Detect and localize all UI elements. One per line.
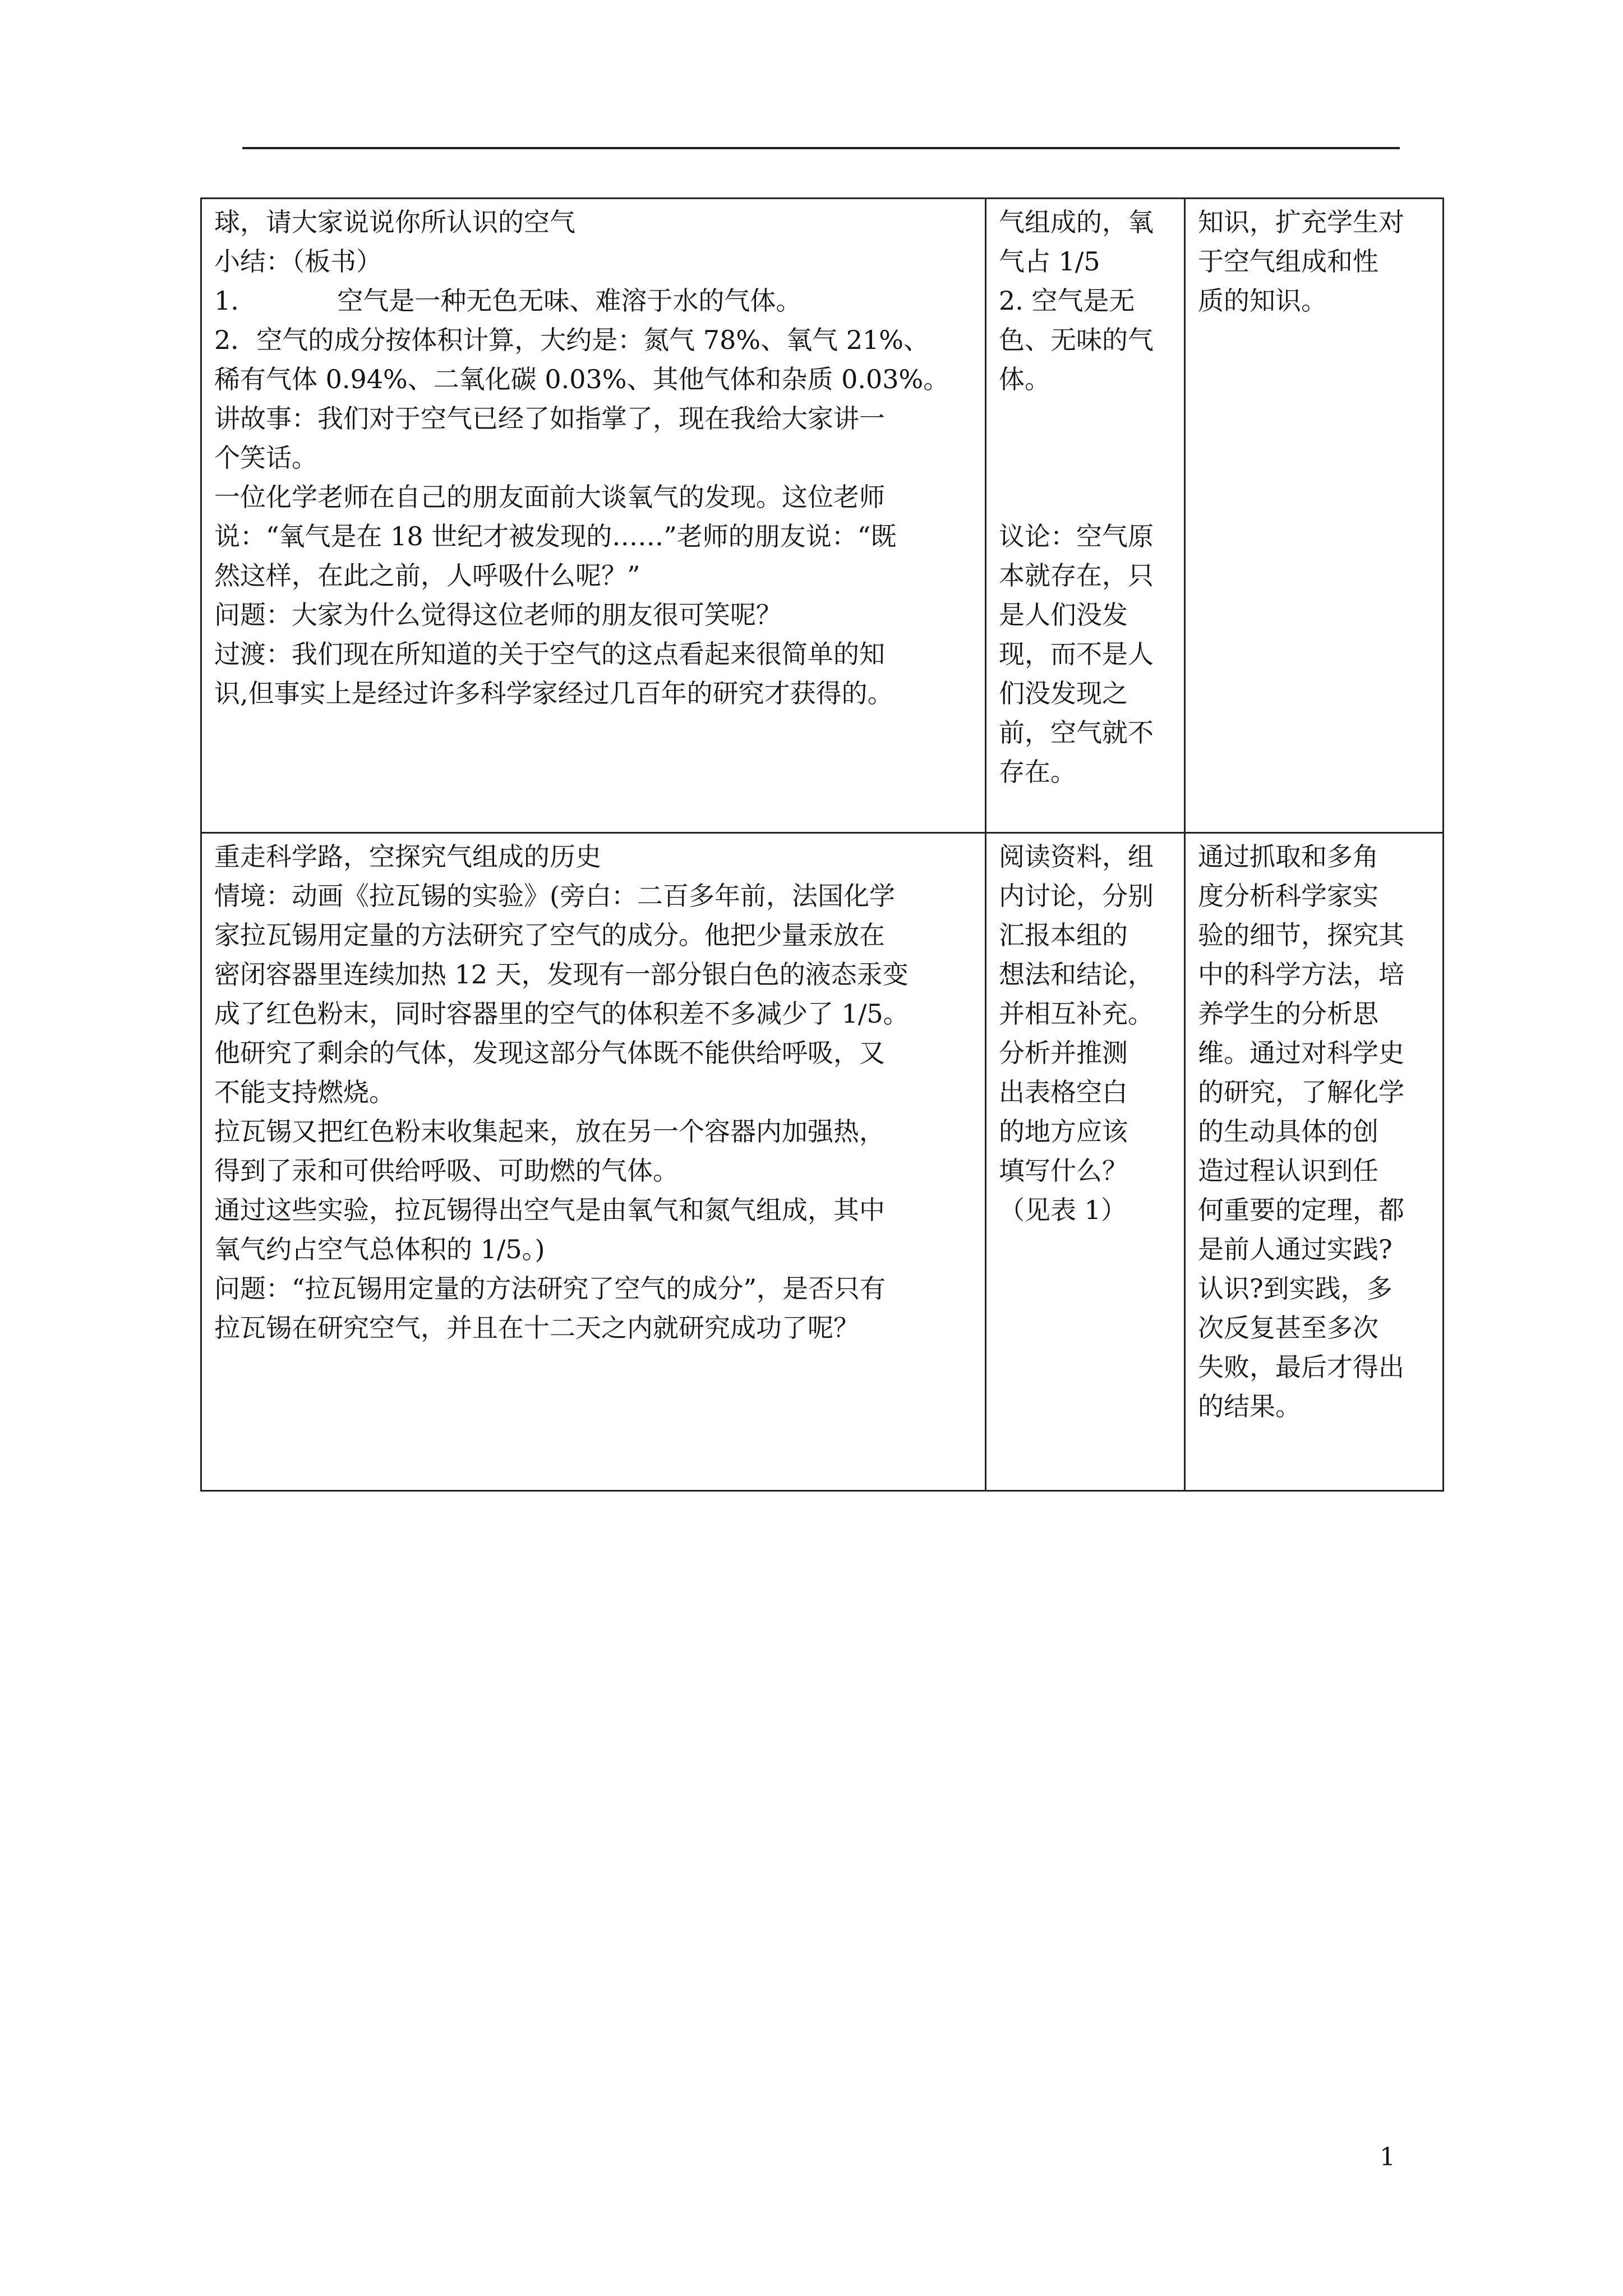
text-line: 度分析科学家实 [1198, 881, 1378, 911]
text-line: 汇报本组的 [999, 920, 1128, 950]
text-line: 成了红色粉末，同时容器里的空气的体积差不多减少了 1/5。 [214, 999, 909, 1029]
text-line: 的研究，了解化学 [1198, 1077, 1404, 1107]
text-line: 分析并推测 [999, 1038, 1128, 1068]
text-line: 次反复甚至多次 [1198, 1313, 1378, 1343]
text-line: 气占 1/5 [999, 246, 1100, 277]
text-line: 密闭容器里连续加热 12 天，发现有一部分银白色的液态汞变 [214, 959, 909, 990]
lesson-plan-table [200, 197, 1444, 1492]
text-line: 认识?到实践，多 [1198, 1273, 1393, 1304]
text-line: 们没发现之 [999, 678, 1128, 708]
text-line: 中的科学方法，培 [1198, 959, 1404, 990]
text-line: 造过程认识到任 [1198, 1156, 1378, 1186]
text-line: 并相互补充。 [999, 999, 1154, 1029]
text-line: 存在。 [999, 757, 1076, 787]
page-number: 1 [1380, 2143, 1395, 2171]
text-line: 问题：“拉瓦锡用定量的方法研究了空气的成分”，是否只有 [214, 1273, 886, 1304]
text-line: 个笑话。 [214, 443, 317, 473]
text-line: 识,但事实上是经过许多科学家经过几百年的研究才获得的。 [214, 678, 893, 708]
text-line: 于空气组成和性 [1198, 246, 1378, 277]
text-line: 通过这些实验，拉瓦锡得出空气是由氧气和氮气组成，其中 [214, 1195, 885, 1225]
text-line: 的地方应该 [999, 1116, 1128, 1147]
text-line: 是人们没发 [999, 600, 1128, 630]
text-line: 填写什么？ [999, 1156, 1128, 1186]
design-intent-cell [1185, 833, 1444, 1491]
text-line: 稀有气体 0.94%、二氧化碳 0.03%、其他气体和杂质 0.03%。 [214, 364, 949, 394]
text-line: 重走科学路，空探究气组成的历史 [214, 841, 601, 872]
design-intent-cell [1185, 199, 1444, 833]
text-line: 的结果。 [1198, 1391, 1301, 1421]
text-line: 体。 [999, 364, 1050, 394]
student-activity-cell [986, 833, 1185, 1491]
text-line: 质的知识。 [1198, 286, 1327, 316]
text-line: 养学生的分析思 [1198, 999, 1378, 1029]
text-line: 知识，扩充学生对 [1198, 207, 1404, 237]
text-line: 一位化学老师在自己的朋友面前大谈氧气的发现。这位老师 [214, 482, 885, 512]
text-line: 是前人通过实践? [1198, 1234, 1393, 1264]
text-line: 不能支持燃烧。 [214, 1077, 395, 1107]
header-rule [242, 147, 1400, 149]
text-line: 拉瓦锡在研究空气，并且在十二天之内就研究成功了呢？ [214, 1313, 859, 1343]
text-line: 2. 空气是无 [999, 286, 1135, 316]
text-line: 氧气约占空气总体积的 1/5。) [214, 1234, 545, 1264]
text-line: 议论：空气原 [999, 521, 1154, 551]
text-line: 讲故事：我们对于空气已经了如指掌了，现在我给大家讲一 [214, 403, 885, 434]
text-line: 维。通过对科学史 [1198, 1038, 1404, 1068]
text-line: 1. 空气是一种无色无味、难溶于水的气体。 [214, 286, 802, 316]
text-line: 出表格空白 [999, 1077, 1128, 1107]
table-row [201, 833, 1444, 1491]
text-line: 何重要的定理，都 [1198, 1195, 1404, 1225]
text-line: 前，空气就不 [999, 717, 1154, 748]
text-line: 小结：（板书） [214, 246, 382, 277]
text-line: 情境：动画《拉瓦锡的实验》(旁白：二百多年前，法国化学 [214, 881, 895, 911]
text-line: （见表 1） [999, 1195, 1127, 1225]
text-line: 失败，最后才得出 [1198, 1352, 1404, 1382]
text-line: 气组成的，氧 [999, 207, 1154, 237]
text-line: 得到了汞和可供给呼吸、可助燃的气体。 [214, 1156, 679, 1186]
student-activity-cell [986, 199, 1185, 833]
text-line: 拉瓦锡又把红色粉末收集起来，放在另一个容器内加强热， [214, 1116, 885, 1147]
text-line: 过渡：我们现在所知道的关于空气的这点看起来很简单的知 [214, 639, 885, 669]
text-line: 验的细节，探究其 [1198, 920, 1404, 950]
table-row [201, 199, 1444, 833]
text-line: 色、无味的气 [999, 325, 1154, 355]
text-line: 然这样，在此之前，人呼吸什么呢？” [214, 560, 640, 591]
text-line: 通过抓取和多角 [1198, 841, 1378, 872]
spacer [999, 399, 1172, 517]
text-line: 现，而不是人 [999, 639, 1154, 669]
text-line: 想法和结论， [999, 959, 1154, 990]
teacher-activity-cell [201, 833, 986, 1491]
text-line: 2．空气的成分按体积计算，大约是：氮气 78%、氧气 21%、 [214, 325, 929, 355]
text-line: 阅读资料，组 [999, 841, 1154, 872]
text-line: 内讨论，分别 [999, 881, 1154, 911]
text-line: 球，请大家说说你所认识的空气 [214, 207, 575, 237]
text-line: 他研究了剩余的气体，发现这部分气体既不能供给呼吸，又 [214, 1038, 885, 1068]
text-line: 本就存在，只 [999, 560, 1154, 591]
text-line: 问题：大家为什么觉得这位老师的朋友很可笑呢？ [214, 600, 782, 630]
teacher-activity-cell [201, 199, 986, 833]
text-line: 家拉瓦锡用定量的方法研究了空气的成分。他把少量汞放在 [214, 920, 885, 950]
text-line: 说：“氧气是在 18 世纪才被发现的……”老师的朋友说：“既 [214, 521, 897, 551]
text-line: 的生动具体的创 [1198, 1116, 1378, 1147]
